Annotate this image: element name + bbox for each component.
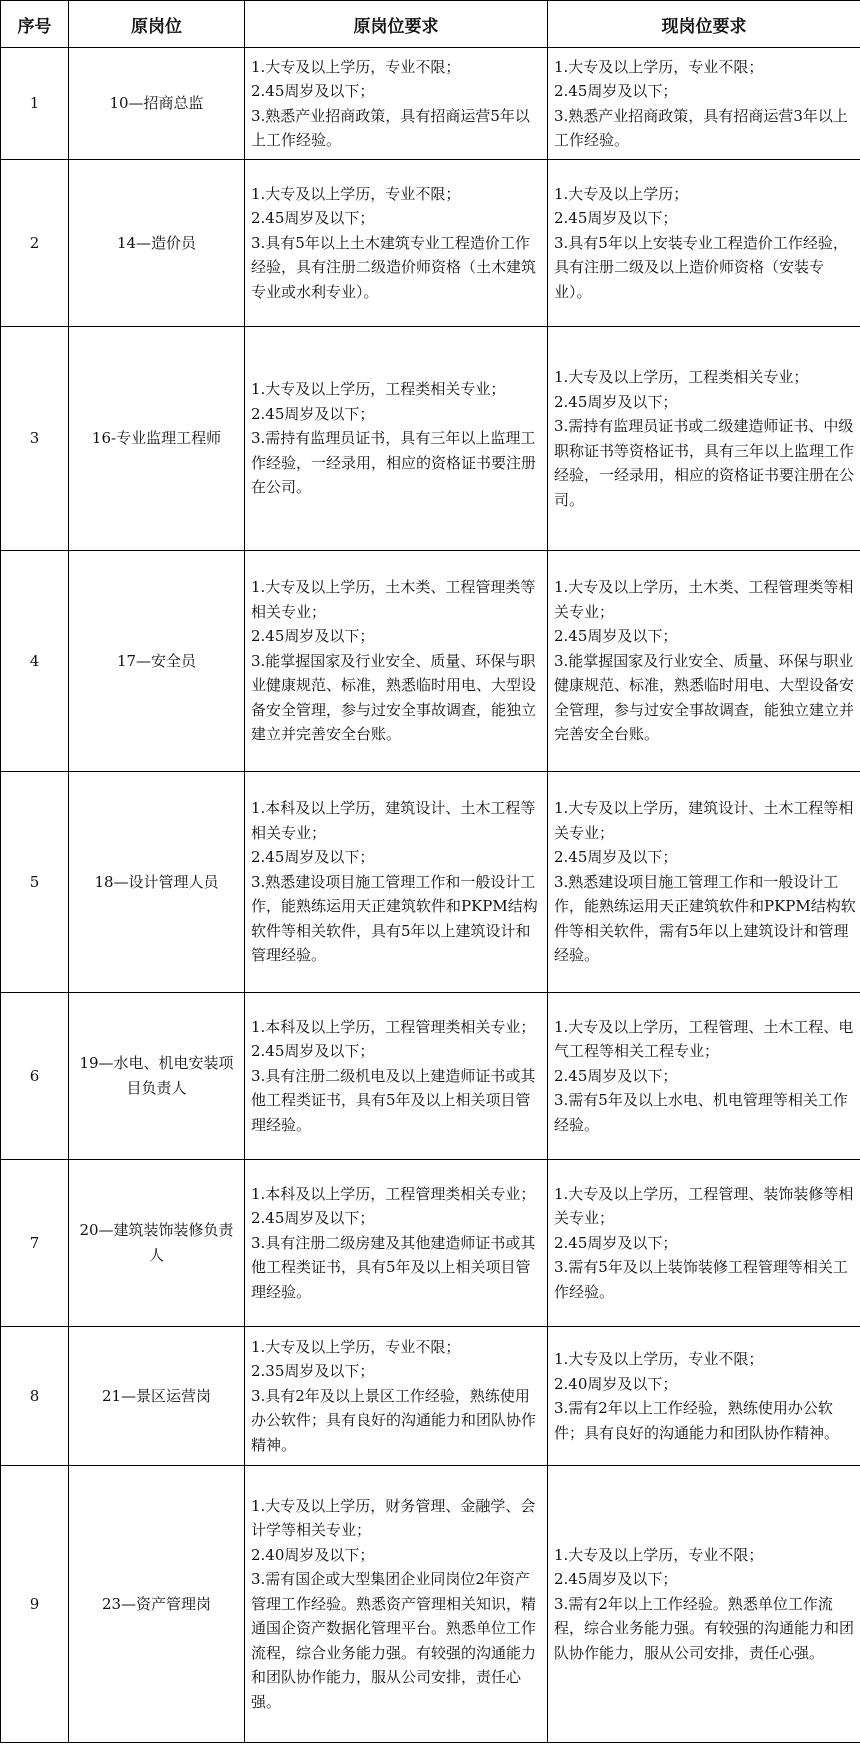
table-row bbox=[1, 327, 860, 551]
row-position: 17—安全员 bbox=[69, 551, 245, 772]
row-index: 7 bbox=[1, 1160, 69, 1327]
row-current-requirements: 1.大专及以上学历，工程类相关专业； 2.45周岁及以下； 3.需持有监理员证书或二级建造师证书、中级职称证书等资格证书，具有三年以上监理工作经验，一经录用，相应的资格证书要注册在公司。 bbox=[548, 327, 860, 551]
row-position: 19—水电、机电安装项目负责人 bbox=[69, 993, 245, 1160]
row-index: 5 bbox=[1, 772, 69, 993]
row-original-requirements: 1.大专及以上学历，财务管理、金融学、会计学等相关专业； 2.40周岁及以下； 3.需有国企或大型集团企业同岗位2年资产管理工作经验。熟悉资产管理相关知识，精通国企资产数据化管理平台。熟悉单位工作流程，综合业务能力强。有较强的沟通能力和团队协作能力，服从公司安排，责任心强。 bbox=[245, 1466, 548, 1743]
row-original-requirements: 1.大专及以上学历，专业不限； 2.45周岁及以下； 3.熟悉产业招商政策，具有招商运营5年以上工作经验。 bbox=[245, 48, 548, 160]
row-current-requirements: 1.大专及以上学历，土木类、工程管理类等相关专业； 2.45周岁及以下； 3.能掌握国家及行业安全、质量、环保与职业健康规范、标准，熟悉临时用电、大型设备安全管理，参与过安全事故调查，能独立建立并完善安全台账。 bbox=[548, 551, 860, 772]
row-position: 21—景区运营岗 bbox=[69, 1327, 245, 1466]
row-position: 23—资产管理岗 bbox=[69, 1466, 245, 1743]
row-current-requirements: 1.大专及以上学历，建筑设计、土木工程等相关专业； 2.45周岁及以下； 3.熟悉建设项目施工管理工作和一般设计工作，能熟练运用天正建筑软件和PKPM结构软件等相关软件，需有5年以上建筑设计和管理经验。 bbox=[548, 772, 860, 993]
row-original-requirements: 1.大专及以上学历，专业不限； 2.45周岁及以下； 3.具有5年以上土木建筑专业工程造价工作经验，具有注册二级造价师资格（土木建筑专业或水利专业）。 bbox=[245, 160, 548, 327]
row-current-requirements: 1.大专及以上学历； 2.45周岁及以下； 3.具有5年以上安装专业工程造价工作经验，具有注册二级及以上造价师资格（安装专业）。 bbox=[548, 160, 860, 327]
table-row bbox=[1, 772, 860, 993]
header-index: 序号 bbox=[1, 1, 69, 48]
row-index: 9 bbox=[1, 1466, 69, 1743]
table-row bbox=[1, 160, 860, 327]
header-row bbox=[1, 1, 860, 48]
row-current-requirements: 1.大专及以上学历，专业不限； 2.45周岁及以下； 3.熟悉产业招商政策，具有招商运营3年以上工作经验。 bbox=[548, 48, 860, 160]
row-original-requirements: 1.本科及以上学历，工程管理类相关专业； 2.45周岁及以下； 3.具有注册二级机电及以上建造师证书或其他工程类证书，具有5年及以上相关项目管理经验。 bbox=[245, 993, 548, 1160]
row-index: 6 bbox=[1, 993, 69, 1160]
row-index: 1 bbox=[1, 48, 69, 160]
row-original-requirements: 1.大专及以上学历，土木类、工程管理类等相关专业； 2.45周岁及以下； 3.能掌握国家及行业安全、质量、环保与职业健康规范、标准，熟悉临时用电、大型设备安全管理，参与过安全事故调查，能独立建立并完善安全台账。 bbox=[245, 551, 548, 772]
table-row bbox=[1, 48, 860, 160]
row-current-requirements: 1.大专及以上学历，工程管理、土木工程、电气工程等相关工程专业； 2.45周岁及以下； 3.需有5年及以上水电、机电管理等相关工作经验。 bbox=[548, 993, 860, 1160]
row-position: 14—造价员 bbox=[69, 160, 245, 327]
row-original-requirements: 1.大专及以上学历，专业不限； 2.35周岁及以下； 3.具有2年及以上景区工作经验，熟练使用办公软件；具有良好的沟通能力和团队协作精神。 bbox=[245, 1327, 548, 1466]
row-original-requirements: 1.大专及以上学历，工程类相关专业； 2.45周岁及以下； 3.需持有监理员证书，具有三年以上监理工作经验，一经录用，相应的资格证书要注册在公司。 bbox=[245, 327, 548, 551]
header-original-position: 原岗位 bbox=[69, 1, 245, 48]
table-row bbox=[1, 993, 860, 1160]
table-header bbox=[1, 1, 860, 48]
row-position: 16-专业监理工程师 bbox=[69, 327, 245, 551]
row-current-requirements: 1.大专及以上学历，专业不限； 2.40周岁及以下； 3.需有2年以上工作经验，熟练使用办公软件；具有良好的沟通能力和团队协作精神。 bbox=[548, 1327, 860, 1466]
table-body bbox=[1, 48, 860, 1743]
table-row bbox=[1, 1160, 860, 1327]
row-original-requirements: 1.本科及以上学历，建筑设计、土木工程等相关专业； 2.45周岁及以下； 3.熟悉建设项目施工管理工作和一般设计工作，能熟练运用天正建筑软件和PKPM结构软件等相关软件，具有5年以上建筑设计和管理经验。 bbox=[245, 772, 548, 993]
row-index: 8 bbox=[1, 1327, 69, 1466]
header-original-requirements: 原岗位要求 bbox=[245, 1, 548, 48]
table-row bbox=[1, 551, 860, 772]
table-row bbox=[1, 1466, 860, 1743]
table-row bbox=[1, 1327, 860, 1466]
row-index: 4 bbox=[1, 551, 69, 772]
row-index: 2 bbox=[1, 160, 69, 327]
row-position: 18—设计管理人员 bbox=[69, 772, 245, 993]
row-position: 10—招商总监 bbox=[69, 48, 245, 160]
row-current-requirements: 1.大专及以上学历，专业不限； 2.45周岁及以下； 3.需有2年以上工作经验。熟悉单位工作流程，综合业务能力强。有较强的沟通能力和团队协作能力，服从公司安排，责任心强。 bbox=[548, 1466, 860, 1743]
row-original-requirements: 1.本科及以上学历，工程管理类相关专业； 2.45周岁及以下； 3.具有注册二级房建及其他建造师证书或其他工程类证书，具有5年及以上相关项目管理经验。 bbox=[245, 1160, 548, 1327]
row-index: 3 bbox=[1, 327, 69, 551]
row-position: 20—建筑装饰装修负责人 bbox=[69, 1160, 245, 1327]
row-current-requirements: 1.大专及以上学历，工程管理、装饰装修等相关专业； 2.45周岁及以下； 3.需有5年及以上装饰装修工程管理等相关工作经验。 bbox=[548, 1160, 860, 1327]
header-current-requirements: 现岗位要求 bbox=[548, 1, 860, 48]
